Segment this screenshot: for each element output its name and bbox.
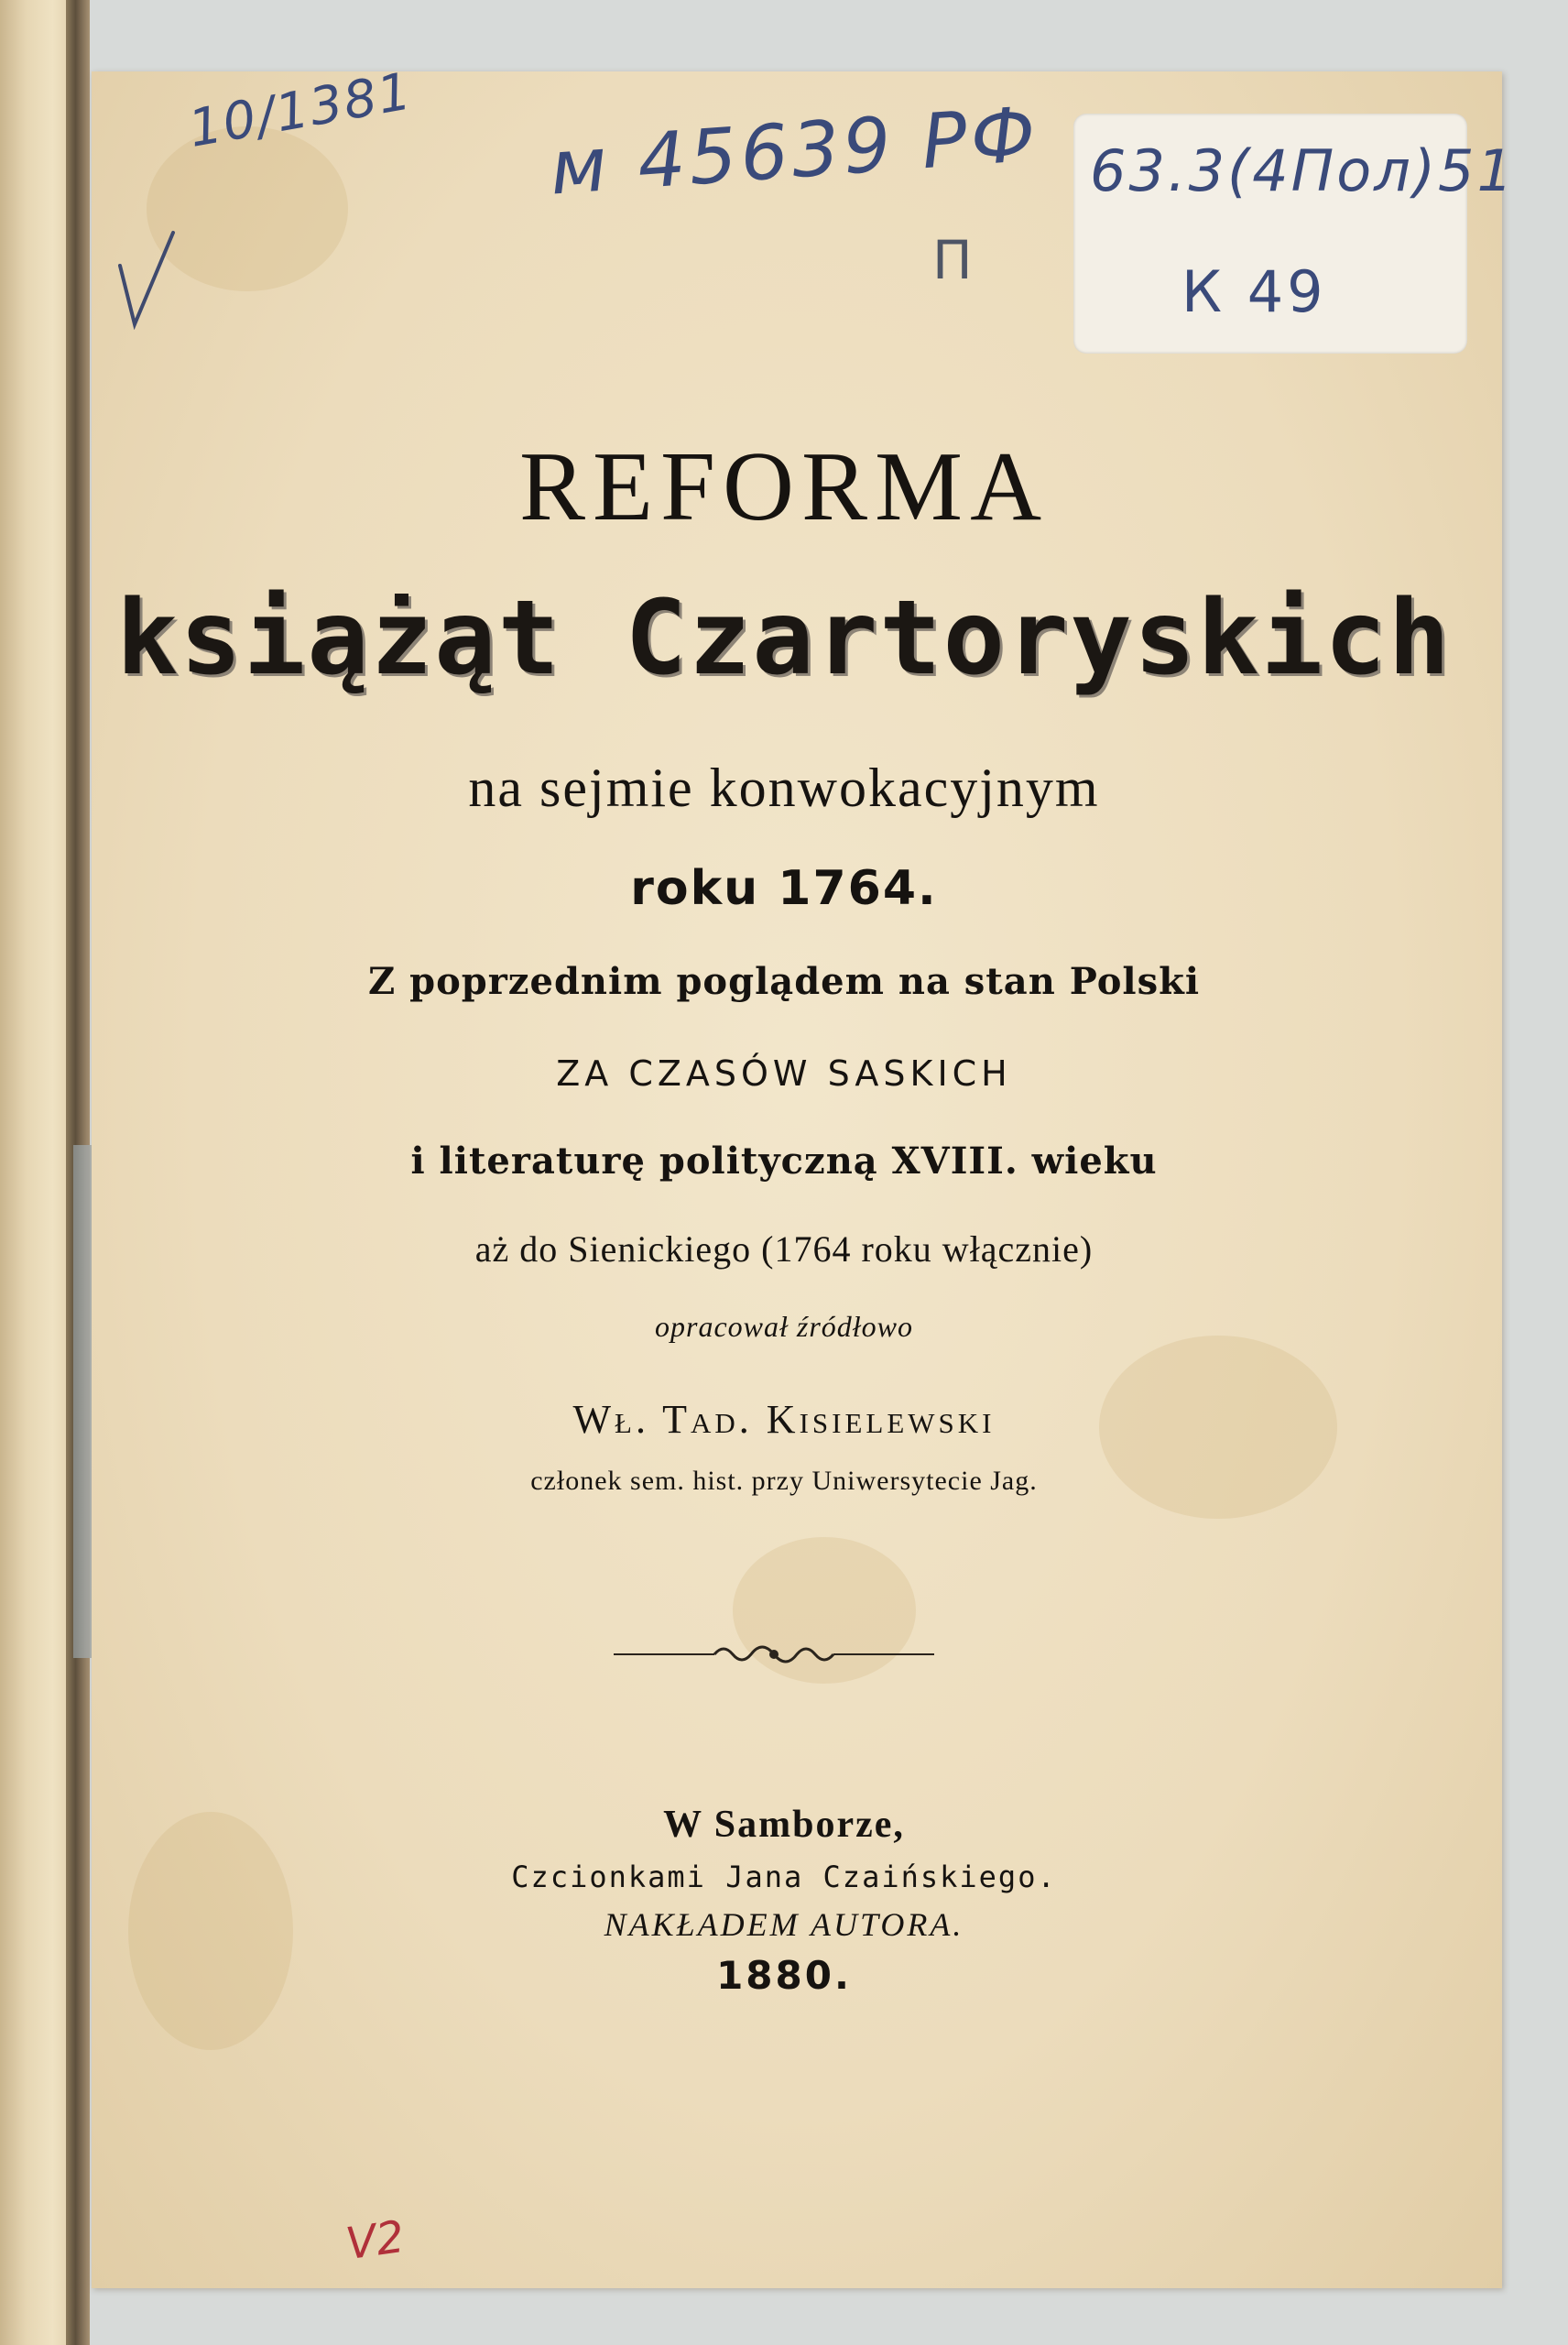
subtitle-year: roku 1764. — [630, 861, 938, 916]
imprint-printer: Czcionkami Jana Czaińskiego. — [511, 1860, 1057, 1894]
subtitle-line-4: i literaturę polityczną XVIII. wieku — [410, 1140, 1158, 1183]
imprint-year: 1880. — [716, 1953, 852, 1998]
compiled-by: opracował źródłowo — [654, 1310, 914, 1343]
handwritten-letter: П — [932, 229, 973, 291]
title-line-1: REFORMA — [518, 432, 1050, 541]
ornament-divider-icon — [614, 1636, 934, 1673]
shelf-mark-classification: 63.3(4Пол)51 — [1090, 137, 1516, 204]
imprint-publisher: NAKŁADEM AUTORA. — [604, 1906, 964, 1943]
subtitle-line-5: aż do Sienickiego (1764 roku włącznie) — [474, 1228, 1094, 1270]
author-affiliation: członek sem. hist. przy Uniwersytecie Jag. — [530, 1466, 1038, 1496]
red-pencil-mark: V2 — [343, 2210, 408, 2271]
check-mark-icon — [114, 229, 179, 330]
subtitle-line-2: Z poprzednim poglądem na stan Polski — [367, 960, 1201, 1003]
subtitle-line-1: na sejmie konwokacyjnym — [468, 758, 1100, 818]
author-name: Wł. Tad. Kisielewski — [572, 1397, 996, 1442]
title-line-2: książąt Czartoryskich — [115, 579, 1453, 698]
subtitle-line-3: ZA CZASÓW SASKICH — [556, 1053, 1012, 1094]
shelf-mark-author-code: К 49 — [1181, 258, 1327, 325]
handwritten-number: 10/1381 — [184, 61, 418, 159]
inventory-number: м 45639 РФ — [547, 91, 1042, 213]
imprint-place: W Samborze, — [663, 1804, 905, 1846]
